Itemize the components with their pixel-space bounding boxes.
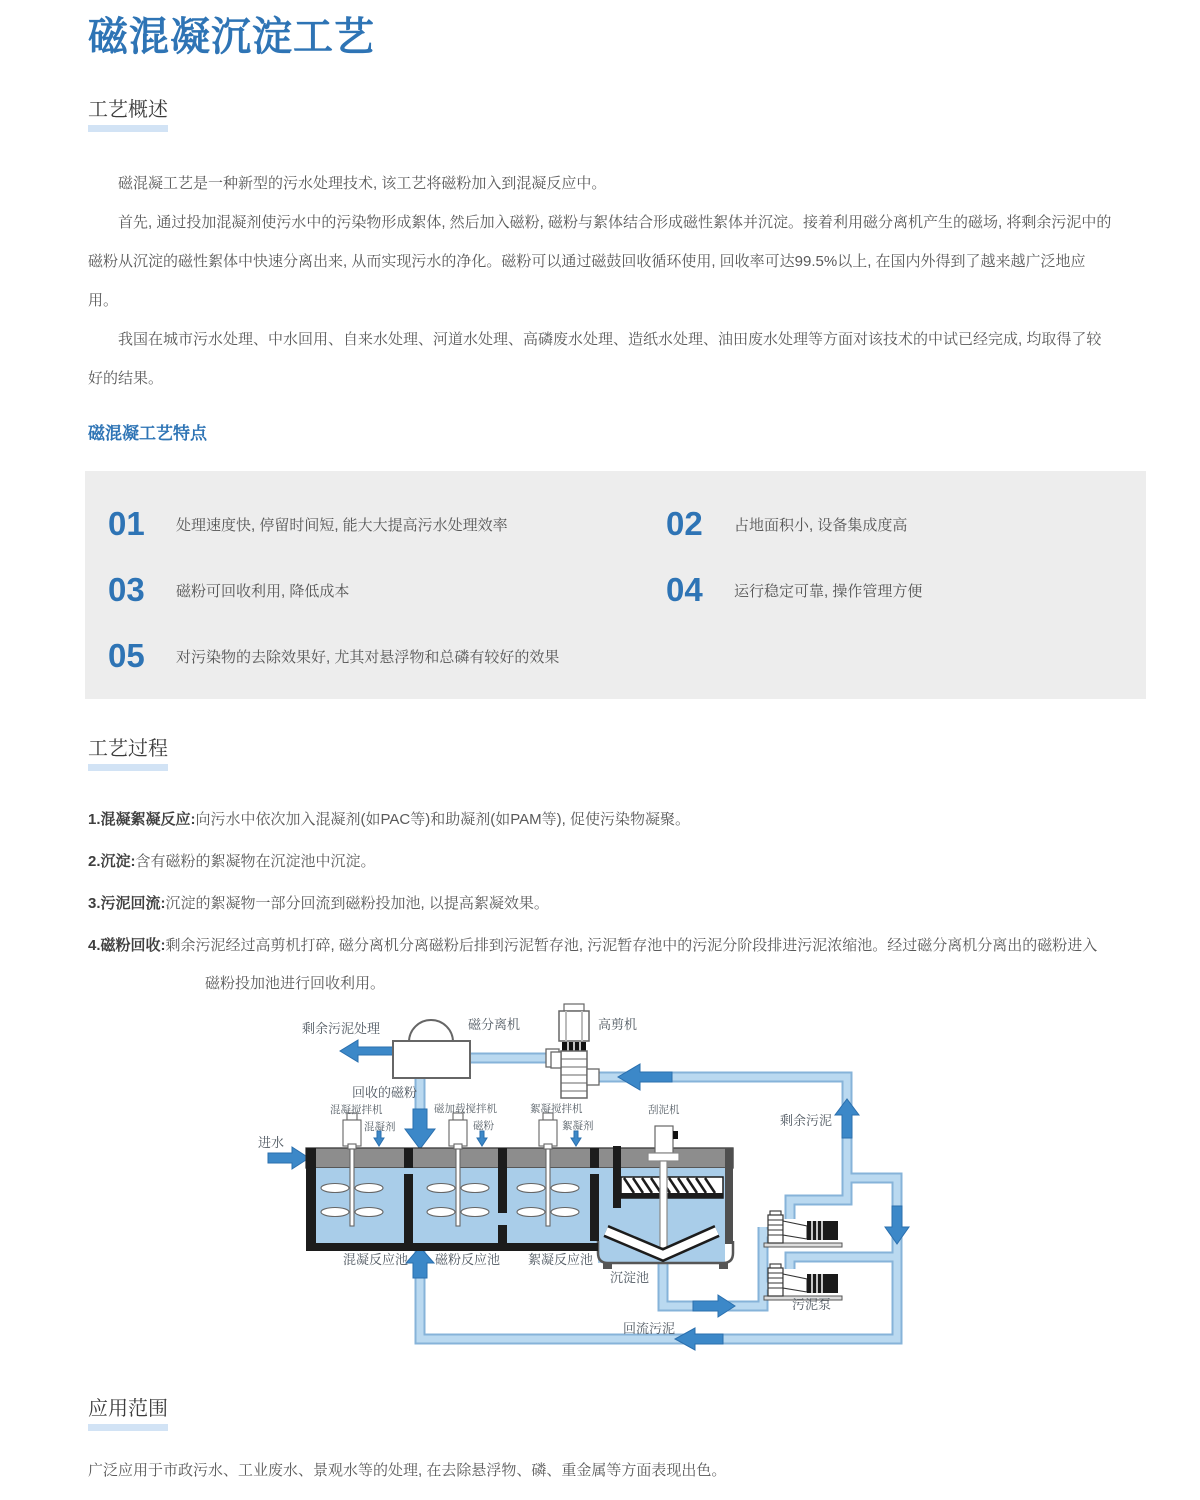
process-step-2	[88, 843, 1112, 881]
label-surplus-sludge-treatment: 剩余污泥处理	[302, 1021, 381, 1036]
label-flocculation-mixer: 絮凝搅拌机	[530, 1103, 583, 1115]
overview-paragraph-1: 磁混凝工艺是一种新型的污水处理技术, 该工艺将磁粉加入到混凝反应中。	[118, 175, 607, 192]
step-text: 含有磁粉的絮凝物在沉淀池中沉淀。	[135, 853, 376, 870]
arrow-recycled-powder-down	[405, 1109, 435, 1149]
label-sludge-pump: 污泥泵	[792, 1297, 832, 1312]
step-text: 剩余污泥经过高剪机打碎, 磁分离机分离磁粉后排到污泥暂存池, 污泥暂存池中的污泥分阶段排进污泥浓缩池。经过磁分离机分离出的磁粉进入磁粉投加池进行回收利用。	[165, 937, 1098, 992]
section-heading-overview	[88, 96, 1112, 132]
arrow-to-sludge-treatment	[340, 1040, 394, 1062]
features-box	[85, 471, 1146, 699]
label-flocculant: 絮凝剂	[562, 1120, 594, 1132]
label-flocculation-tank: 絮凝反应池	[528, 1252, 594, 1267]
inclined-plates	[621, 1177, 723, 1198]
feature-text: 占地面积小, 设备集成度高	[734, 516, 908, 534]
feature-item-2	[666, 503, 1146, 545]
label-recycled-magnetic-powder: 回收的磁粉	[352, 1085, 418, 1100]
feature-item-1	[108, 503, 666, 545]
features-heading: 磁混凝工艺特点	[88, 424, 207, 443]
process-steps	[88, 801, 1112, 1003]
feature-text: 运行稳定可靠, 操作管理方便	[734, 582, 923, 600]
feature-number: 03	[108, 571, 145, 608]
section-heading-application	[88, 1395, 1112, 1431]
overview-paragraph-2: 首先, 通过投加混凝剂使污水中的污染物形成絮体, 然后加入磁粉, 磁粉与絮体结合形成磁性絮体并沉淀。接着利用磁分离机产生的磁场, 将剩余污泥中的磁粉从沉淀的磁性絮体中快速分离出来, 从而实现污水的净化。磁粉可以通过磁鼓回收循环使用, 回收率可达99.5%以上, 在国内外得到了越来越广泛地应用。	[88, 214, 1112, 309]
sludge-pump-2	[764, 1264, 842, 1300]
label-return-sludge: 回流污泥	[623, 1321, 676, 1336]
process-step-1	[88, 801, 1112, 839]
label-magnetic-powder-tank: 磁粉反应池	[435, 1252, 501, 1267]
tank-right-wall	[725, 1148, 733, 1244]
label-sludge-scraper: 刮泥机	[648, 1104, 680, 1116]
feature-number: 05	[108, 637, 145, 674]
arrow-surplus-sludge-up	[835, 1099, 859, 1138]
feature-number: 02	[666, 505, 703, 542]
feature-number: 04	[666, 571, 703, 608]
overview-heading-text: 工艺概述	[88, 96, 168, 132]
arrow-return-down	[885, 1206, 909, 1244]
feature-item-3	[108, 569, 666, 611]
feature-text: 磁粉可回收利用, 降低成本	[176, 582, 350, 600]
arrow-dose-magnetic-powder	[477, 1131, 487, 1146]
process-step-4	[88, 927, 1112, 1003]
step-label: 1.混凝絮凝反应:	[88, 811, 196, 828]
label-high-shear-machine: 高剪机	[598, 1017, 638, 1032]
feature-item-5	[108, 635, 666, 677]
label-magnetic-separator: 磁分离机	[468, 1017, 521, 1032]
process-step-3	[88, 885, 1112, 923]
tank-bottom	[306, 1243, 598, 1251]
application-heading-text: 应用范围	[88, 1395, 168, 1431]
high-shear-machine	[546, 1004, 599, 1098]
step-text: 向污水中依次加入混凝剂(如PAC等)和助凝剂(如PAM等), 促使污染物凝聚。	[195, 811, 690, 828]
overview-paragraph-3: 我国在城市污水处理、中水回用、自来水处理、河道水处理、高磷废水处理、造纸水处理、油田废水处理等方面对该技术的中试已经完成, 均取得了较好的结果。	[88, 331, 1102, 387]
sludge-pump-1	[764, 1211, 842, 1247]
arrow-influent	[268, 1147, 309, 1169]
label-influent: 进水	[258, 1135, 285, 1150]
arrow-return-into-tank-up	[406, 1247, 434, 1278]
step-label: 3.污泥回流:	[88, 895, 166, 912]
label-magnetic-loading-mixer: 磁加载搅拌机	[434, 1103, 497, 1115]
feature-number: 01	[108, 505, 145, 542]
label-coagulation-tank: 混凝反应池	[343, 1252, 409, 1267]
label-surplus-sludge: 剩余污泥	[780, 1113, 833, 1128]
tank-left-wall	[306, 1148, 316, 1251]
magnetic-separator	[393, 1020, 470, 1078]
step-label: 2.沉淀:	[88, 853, 136, 870]
section-heading-process	[88, 735, 1112, 771]
label-sedimentation-tank: 沉淀池	[610, 1270, 650, 1285]
arrow-to-pumps-right	[693, 1295, 735, 1317]
label-coagulant: 混凝剂	[364, 1121, 396, 1133]
overview-paragraphs	[88, 164, 1112, 398]
arrow-dose-coagulant	[374, 1131, 384, 1146]
arrow-return-sludge-left	[675, 1328, 723, 1350]
label-magnetic-powder: 磁粉	[473, 1120, 494, 1132]
label-coagulation-mixer: 混凝搅拌机	[330, 1104, 383, 1116]
feature-item-4	[666, 569, 1146, 611]
arrow-into-high-shear	[618, 1064, 672, 1090]
feature-text: 对污染物的去除效果好, 尤其对悬浮物和总磷有较好的效果	[176, 648, 560, 666]
page-title: 磁混凝沉淀工艺	[88, 15, 375, 59]
process-flow-diagram	[0, 1001, 1200, 1391]
arrow-dose-flocculant	[571, 1131, 581, 1146]
application-text: 广泛应用于市政污水、工业废水、景观水等的处理, 在去除悬浮物、磷、重金属等方面表现出色。	[88, 1462, 727, 1479]
feature-text: 处理速度快, 停留时间短, 能大大提高污水处理效率	[176, 516, 508, 534]
step-text: 沉淀的絮凝物一部分回流到磁粉投加池, 以提高絮凝效果。	[165, 895, 549, 912]
process-heading-text: 工艺过程	[88, 735, 168, 771]
step-label: 4.磁粉回收:	[88, 937, 166, 954]
